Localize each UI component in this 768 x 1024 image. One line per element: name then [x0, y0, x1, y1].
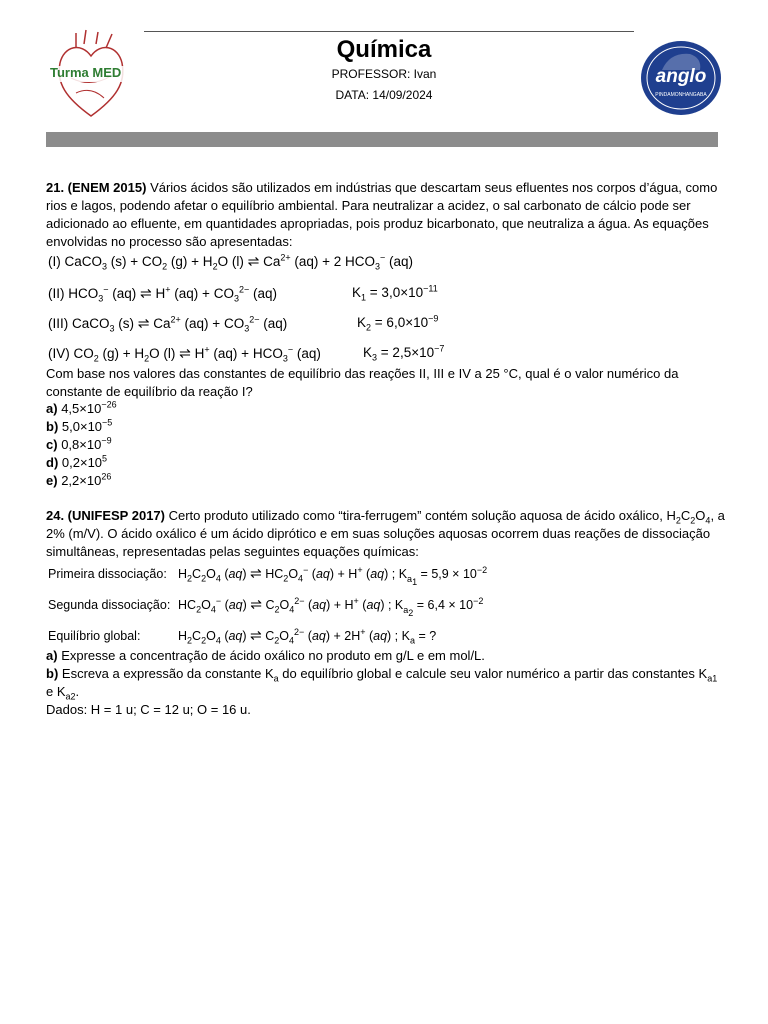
q21-options [46, 400, 726, 490]
k3-value: $K_3 = 2,5\times 10^{-7}$ [363, 343, 445, 363]
logo-left-text: Turma MED [50, 65, 122, 80]
q21-number: 21. (ENEM 2015) [46, 180, 147, 195]
q21-intro [46, 179, 726, 251]
option-b[interactable] [46, 418, 726, 436]
k1-number: = 3,0×10 [369, 285, 424, 300]
q24-k-global: = ? [418, 629, 437, 643]
q24-data: Dados: H = 1 u; C = 12 u; O = 16 u. [46, 702, 251, 717]
k3-exponent: −7 [434, 343, 445, 354]
q24-intro-1: Certo produto utilizado como “tira-ferrugem” contém solução aquosa de ácido oxálico, [168, 508, 663, 523]
option-a-exp: −26 [101, 399, 117, 410]
professor-line: PROFESSOR: Ivan [331, 67, 437, 81]
option-d-exp: 5 [102, 453, 108, 464]
q24-part-a [46, 647, 726, 665]
q24-part-b-text-3: e K [46, 684, 66, 699]
header-divider-bar [46, 132, 718, 147]
q21-question-text: Com base nos valores das constantes de equilíbrio das reações II, III e IV a 25 °C, qual é o valor numérico da constante de equilíbrio da reação I? [46, 366, 679, 399]
option-e-label: e) [46, 473, 58, 488]
q24-k-second: 6,4 × 10 [427, 598, 474, 612]
q24-part-b: b) Escreva a expressão da constante $K_a$ do equilíbrio global e calcule seu valor numérico a partir das constantes $K_{a1}$ e $K_{a2}$. [46, 666, 718, 702]
option-c-exp: −9 [101, 435, 112, 446]
option-a-label: a) [46, 401, 58, 416]
k3-number: = 2,5×10 [380, 345, 435, 360]
option-d[interactable] [46, 454, 726, 472]
q24-part-b-label: b) [46, 666, 59, 681]
q21-question [46, 365, 726, 401]
q24-eq-global: Equilíbrio global: $H_2C_2O_4$ (aq) ⇌ $C_2O_4^{2-}$ (aq) + 2H+ (aq) ; $K_a$ = ? [48, 626, 437, 646]
anglo-logo [640, 40, 722, 116]
k1-symbol: K [352, 285, 362, 300]
option-c-label: c) [46, 437, 58, 452]
q24-part-b-text-2: do equilíbrio global e calcule seu valor numérico a partir das constantes K [282, 666, 708, 681]
q24-k-first: 5,9 × 10 [431, 567, 477, 581]
equation-1: (I) CaCO$_3$ $(s) + CO_2$ $(g) + H_2O$ (l) ⇌ $Ca^{2+}$ (aq) + 2 $HCO_3^-$ (aq) [48, 252, 414, 272]
q24-eq-second: Segunda dissociação: $HC_2O_4^-$ (aq) ⇌ $C_2O_4^{2-}$ (aq) + H+ (aq) ; $K_{a_2} = 6,4 \times 10^{-2}$ [48, 595, 484, 618]
option-b-label: b) [46, 419, 59, 434]
q24-label-second: Segunda dissociação: [48, 598, 171, 612]
option-c-base: 0,8×10 [61, 437, 102, 452]
q24-intro: 24. (UNIFESP 2017) Certo produto utilizado como “tira-ferrugem” contém solução aquosa de ácido oxálico, $H_2C_2O_4$, a 2% (m/V). O ácido oxálico é um ácido diprótico e em suas soluções aquosas ocorrem duas reações de dissociação simultâneas, representadas pelas seguintes equações químicas: [46, 508, 725, 559]
option-e-base: 2,2×10 [61, 473, 102, 488]
q24-k-first-exp: −2 [476, 564, 488, 575]
equation-3: (III) CaCO$_3$ (s) ⇌ $Ca^{2+}$ $(aq) + CO_3^{2-}$ (aq) [48, 314, 288, 334]
option-c[interactable] [46, 436, 726, 454]
question-24 [46, 507, 726, 561]
option-b-base: 5,0×10 [61, 419, 103, 434]
logo-right-text: anglo [655, 66, 707, 87]
q24-label-first: Primeira dissociação: [48, 567, 167, 581]
q24-part-a-text: Expresse a concentração de ácido oxálico no produto em g/L e em mol/L. [61, 648, 485, 663]
logo-right-subtext: PINDAMONHANGABA [655, 92, 707, 98]
equation-2: (II) $HCO_3^-$ (aq) ⇌ H+ $(aq) + CO_3^{2-}$ (aq) [48, 284, 277, 304]
k2-exponent: −9 [428, 313, 439, 324]
k2-number: = 6,0×10 [374, 315, 429, 330]
k1-exponent: −11 [423, 283, 438, 294]
header-rule [144, 31, 634, 32]
option-e-exp: 26 [101, 471, 112, 482]
date-line: DATA: 14/09/2024 [335, 88, 433, 102]
q21-intro-text: Vários ácidos são utilizados em indústrias que descartam seus efluentes nos corpos d’água, como rios e lagos, podendo afetar o equilíbrio ambiental. Para neutralizar a acidez, o sal carbonato de cálcio pode ser adicionado ao efluente, em quantidades apropriadas, pois produz bicarbonato, que neutraliza a água. As equações envolvidas no processo são apresentadas: [46, 180, 718, 249]
equation-4: (IV) $CO_2$ $(g) + H_2O$ (l) ⇌ H+ $(aq) + HCO_3^-$ (aq) [48, 344, 321, 364]
k1-value: $K_1 = 3,0\times 10^{-11}$ [352, 283, 438, 303]
q24-label-global: Equilíbrio global: [48, 629, 141, 643]
question-21 [46, 179, 726, 251]
option-d-label: d) [46, 455, 59, 470]
option-a[interactable] [46, 400, 726, 418]
q24-intro-2: , a 2% (m/V). O ácido oxálico é um ácido diprótico e em suas soluções aquosas ocorrem duas reações de dissociação simultâneas, representadas pelas seguintes equações químicas: [46, 508, 725, 559]
q24-part-a-label: a) [46, 648, 58, 663]
k2-value: $K_2 = 6,0\times 10^{-9}$ [357, 313, 439, 333]
q24-parts [46, 647, 726, 719]
page-title: Química [336, 36, 432, 63]
option-b-exp: −5 [102, 417, 113, 428]
option-e[interactable] [46, 472, 726, 490]
option-d-base: 0,2×10 [61, 455, 103, 470]
q24-eq-first: Primeira dissociação: $H_2C_2O_4$ (aq) ⇌ $HC_2O_4^-$ (aq) + H+ (aq) ; $K_{a_1} = 5,9 \times 10^{-2}$ [48, 564, 488, 587]
q24-number: 24. (UNIFESP 2017) [46, 508, 165, 523]
q24-part-b-text-1: Escreva a expressão da constante K [61, 666, 274, 681]
option-a-base: 4,5×10 [61, 401, 102, 416]
q24-k-second-exp: −2 [473, 595, 484, 606]
